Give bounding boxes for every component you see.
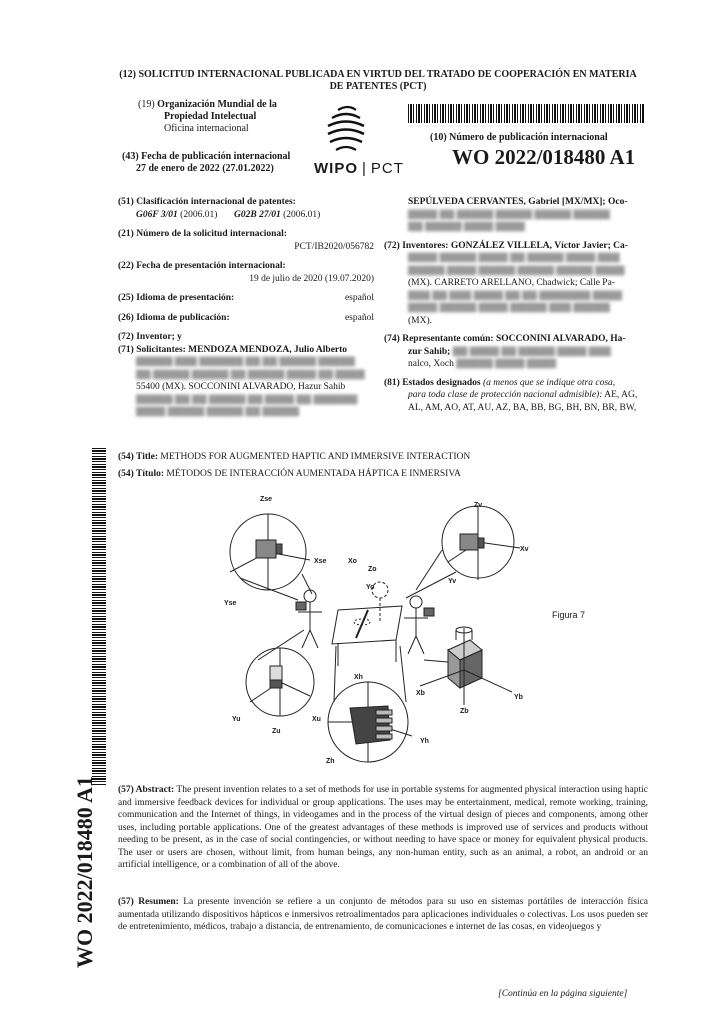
label-xb: Xb	[416, 690, 425, 697]
top-barcode	[408, 104, 644, 123]
title-line-2: DE PATENTES (PCT)	[329, 81, 427, 92]
field-72-continuation: (MX). CARRETO ARELLANO, Chadwick; Calle Pa-	[408, 278, 615, 288]
redacted-address-1: ▇▇▇▇▇ ▇▇▇ ▇▇▇▇▇▇ ▇▇ ▇▇ ▇▇▇▇▇ ▇▇▇▇▇	[136, 357, 355, 367]
abstract-en-label: (57) Abstract:	[118, 785, 175, 795]
field-25-value: español	[344, 293, 374, 303]
abstract-es-text: La presente invención se refiere a un conjunto de métodos para su uso en sistemas portátiles de interacción física aumentada utilizando dispositivos hápticos e inmersivos retroalimentados para aplicaciones individuales o colectivas. Los usos pueden ser de entretenimiento, médicos, trabajo a distancia, de entrenamiento, de comunicaciones e internet de las cosas, en videojuegos y	[118, 897, 649, 932]
abstract-en-text: The present invention relates to a set of methods for use in portable systems for augmented physical interaction using haptic and immersive feedback devices for individual or group applications. The uses may be entertainment, medical, remote working, training, communication and the Internet of things, in videogames and in the process of the virtual design of pieces and components, among other uses, including portable applications. One of the greatest advantages of these methods is improved use of services and products without needing to be present, as in the case of social contingencies, or without needing to have space or money for equivalent physical products. The user or users are chosen, without limit, from human beings, any non-human entity, such as an animal, a robot, an android or an artificial intelligence, or a combination of all of the above.	[118, 785, 648, 870]
abstract-es-label: (57) Resumen:	[118, 897, 179, 907]
field-26-value: español	[344, 312, 374, 323]
label-zv: Zv	[474, 502, 483, 509]
field-71-label: (71) Solicitantes: MENDOZA MENDOZA, Julio Alberto	[118, 344, 348, 355]
abstract-en	[118, 784, 648, 872]
label-xo: Xo	[348, 558, 357, 565]
right-bibliographic-column	[384, 196, 644, 414]
title-es-label: (54) Título:	[118, 468, 165, 479]
label-xu: Xu	[312, 716, 321, 723]
pct-text: PCT	[370, 160, 404, 177]
wipo-pct-wordmark: WIPO | PCT	[314, 160, 404, 177]
label-zb: Zb	[460, 708, 469, 715]
org-line-1: Organización Mundial de la	[157, 99, 277, 110]
field-72-end: (MX).	[408, 315, 433, 326]
redacted-address-3: ▇▇▇▇▇ ▇▇ ▇▇ ▇▇▇▇▇ ▇▇ ▇▇▇▇ ▇▇ ▇▇▇▇▇▇	[136, 394, 358, 405]
label-yv: Yv	[448, 578, 457, 585]
continued-note: [Continúa en la página siguiente]	[498, 989, 628, 999]
redacted-r6: ▇▇▇▇ ▇▇▇▇▇ ▇▇▇▇ ▇▇▇▇▇ ▇▇▇ ▇▇▇▇▇	[408, 303, 610, 313]
redacted-r5: ▇▇▇ ▇▇ ▇▇▇ ▇▇▇▇ ▇▇ ▇▇ ▇▇▇▇▇▇▇ ▇▇▇▇	[408, 290, 622, 301]
wipo-text: WIPO	[314, 160, 358, 177]
field-26-label: (26) Idioma de publicación:	[118, 312, 230, 323]
redacted-address-4: ▇▇▇▇ ▇▇▇▇▇ ▇▇▇▇▇ ▇▇ ▇▇▇▇▇	[136, 407, 299, 417]
publication-date-value: 27 de enero de 2022 (27.01.2022)	[136, 163, 274, 174]
label-zh: Zh	[326, 758, 335, 765]
label-zo: Zo	[368, 566, 377, 573]
abstract-es	[118, 896, 648, 934]
redacted-r2: ▇▇ ▇▇▇▇▇ ▇▇▇▇ ▇▇▇▇	[408, 222, 525, 232]
organization-block	[138, 99, 277, 135]
ipc-code-2: G02B 27/01	[234, 209, 281, 220]
redacted-r8: ▇▇▇▇▇ ▇▇▇▇ ▇▇▇▇	[456, 359, 557, 369]
side-publication-number: WO 2022/018480 A1	[72, 776, 97, 968]
redacted-r4: ▇▇▇▇▇ ▇▇▇▇ ▇▇▇▇▇ ▇▇▇▇▇ ▇▇▇▇▇ ▇▇▇▇	[408, 265, 625, 276]
field-74-line-2: zur Sahib;	[408, 346, 451, 357]
field-25-label: (25) Idioma de presentación:	[118, 293, 235, 303]
figure-drawing	[220, 490, 540, 780]
figure-caption: Figura 7	[552, 610, 586, 620]
org-line-3: Oficina internacional	[164, 123, 249, 134]
publication-number-label: (10) Número de publicación internacional	[430, 132, 608, 143]
label-yb: Yb	[514, 694, 523, 701]
field-21-value: PCT/IB2020/056782	[294, 241, 374, 252]
label-xse: Xse	[314, 558, 327, 565]
field-22-label: (22) Fecha de presentación internacional:	[118, 261, 286, 271]
left-bibliographic-column	[118, 196, 374, 419]
title-section	[118, 451, 648, 480]
redacted-r3: ▇▇▇▇ ▇▇▇▇▇ ▇▇▇▇ ▇▇ ▇▇▇▇▇ ▇▇▇▇ ▇▇▇	[408, 253, 620, 263]
field-22-value: 19 de julio de 2020 (19.07.2020)	[249, 273, 374, 284]
redacted-r1: ▇▇▇▇ ▇▇ ▇▇▇▇▇ ▇▇▇▇▇ ▇▇▇▇▇ ▇▇▇▇▇	[408, 209, 610, 220]
publication-date-label: (43) Fecha de publicación internacional	[122, 151, 291, 162]
publication-number: WO 2022/018480 A1	[452, 145, 636, 169]
field-81-italic-2: para toda clase de protección nacional admisible):	[408, 390, 603, 400]
field-81-italic-1: (a menos que se indique otra cosa,	[482, 377, 616, 388]
patent-figure-7	[220, 490, 540, 780]
document-title	[118, 69, 638, 93]
label-yh: Yh	[420, 738, 429, 745]
title-es: MÉTODOS DE INTERACCIÓN AUMENTADA HÁPTICA E INMERSIVA	[166, 468, 461, 479]
org-code: (19)	[138, 99, 155, 110]
inventor-sepulveda: SEPÚLVEDA CERVANTES, Gabriel [MX/MX]; Oco-	[408, 197, 628, 207]
field-74-label: (74) Representante común: SOCCONINI ALVARADO, Ha-	[384, 334, 626, 344]
redacted-address-2: ▇▇ ▇▇▇▇▇ ▇▇▇▇▇ ▇▇ ▇▇▇▇▇ ▇▇▇▇ ▇▇ ▇▇▇▇	[136, 369, 365, 380]
title-en-label: (54) Title:	[118, 452, 159, 462]
field-81-label: (81) Estados designados	[384, 377, 481, 388]
label-yse: Yse	[224, 600, 237, 607]
redacted-r7: ▇▇ ▇▇▇▇ ▇▇ ▇▇▇▇▇ ▇▇▇▇ ▇▇▇	[452, 346, 611, 357]
title-line-1: (12) SOLICITUD INTERNACIONAL PUBLICADA EN VIRTUD DEL TRATADO DE COOPERACIÓN EN MATERIA	[119, 69, 637, 80]
wipo-logo	[316, 104, 376, 160]
org-line-2: Propiedad Intelectual	[164, 111, 257, 122]
field-71-continuation: 55400 (MX). SOCCONINI ALVARADO, Hazur Sahib	[136, 382, 346, 392]
field-81-line-2: AE, AG,	[604, 390, 638, 400]
label-yo: Yo	[366, 584, 375, 591]
ipc-date-1: (2006.01)	[180, 209, 218, 220]
label-zse: Zse	[260, 496, 273, 503]
ipc-code-1: G06F 3/01	[136, 209, 178, 220]
field-74-line-3: nalco, Xoch	[408, 359, 454, 369]
label-xh: Xh	[354, 674, 363, 681]
field-81-states: AL, AM, AO, AT, AU, AZ, BA, BB, BG, BH, BN, BR, BW,	[408, 402, 637, 413]
publication-date-block	[122, 151, 290, 175]
field-21-label: (21) Número de la solicitud internacional:	[118, 229, 287, 239]
field-51-label: (51) Clasificación internacional de patentes:	[118, 197, 296, 207]
label-xv: Xv	[520, 546, 529, 553]
field-72-label: (72) Inventor; y	[118, 332, 182, 342]
title-en: METHODS FOR AUGMENTED HAPTIC AND IMMERSIVE INTERACTION	[160, 452, 471, 462]
ipc-date-2: (2006.01)	[283, 209, 321, 220]
label-yu: Yu	[232, 716, 241, 723]
field-72-inventors: (72) Inventores: GONZÁLEZ VILLELA, Víctor Javier; Ca-	[384, 240, 628, 251]
side-barcode	[92, 448, 106, 786]
label-zu: Zu	[272, 728, 281, 735]
